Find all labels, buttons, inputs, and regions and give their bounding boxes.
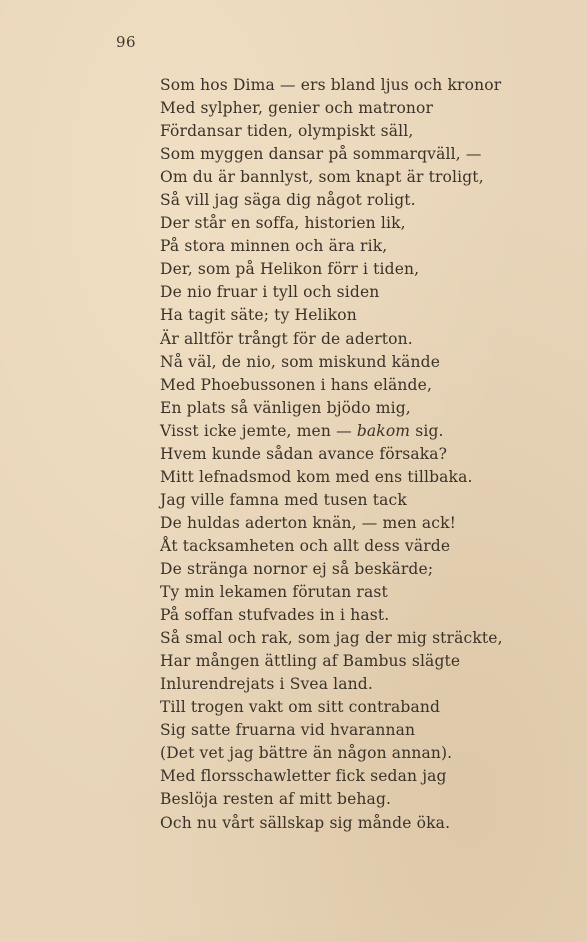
poem-line: De stränga nornor ej så beskärde; xyxy=(160,559,434,578)
poem-line: Så vill jag säga dig något roligt. xyxy=(160,191,416,210)
poem-line: Har mången ättling af Bambus slägte xyxy=(160,652,461,671)
poem-line: Är alltför trångt för de aderton. xyxy=(160,329,413,348)
poem-line: En plats så vänligen bjödo mig, xyxy=(160,398,411,417)
poem-line: Nå väl, de nio, som miskund kände xyxy=(160,352,441,371)
line-suffix: sig. xyxy=(410,421,444,440)
poem-line: Till trogen vakt om sitt contraband xyxy=(160,698,441,717)
poem-line: Jag ville famna med tusen tack xyxy=(160,490,407,509)
poem-line: Ty min lekamen förutan rast xyxy=(160,583,388,602)
poem-line: Inlurendrejats i Svea land. xyxy=(160,675,373,694)
poem-line: Ha tagit säte; ty Helikon xyxy=(160,306,357,325)
poem-line: Och nu vårt sällskap sig månde öka. xyxy=(160,813,451,832)
poem-line: Mitt lefnadsmod kom med ens tillbaka. xyxy=(160,467,473,486)
poem-line: Åt tacksamheten och allt dess värde xyxy=(160,536,451,555)
poem-line: Hvem kunde sådan avance försaka? xyxy=(160,444,448,463)
poem-line-italic xyxy=(160,420,503,443)
poem-line: Fördansar tiden, olympiskt säll, xyxy=(160,122,414,141)
poem-text xyxy=(160,74,503,835)
page-number: 96 xyxy=(116,33,137,51)
poem-line: Beslöja resten af mitt behag. xyxy=(160,790,392,809)
poem-line: På stora minnen och ära rik, xyxy=(160,237,388,256)
poem-line: Der, som på Helikon förr i tiden, xyxy=(160,260,420,279)
poem-line: Sig satte fruarna vid hvarannan xyxy=(160,721,416,740)
poem-line: Som hos Dima — ers bland ljus och kronor xyxy=(160,76,502,94)
poem-line: Der står en soffa, historien lik, xyxy=(160,214,406,233)
poem-line: Så smal och rak, som jag der mig sträckte, xyxy=(160,629,503,648)
poem-line: De huldas aderton knän, — men ack! xyxy=(160,513,457,532)
poem-line: (Det vet jag bättre än någon annan). xyxy=(160,744,453,763)
poem-line: Om du är bannlyst, som knapt är troligt, xyxy=(160,168,484,187)
poem-line: På soffan stufvades in i hast. xyxy=(160,606,390,625)
italic-word: bakom xyxy=(356,421,411,440)
poem-line: Som myggen dansar på sommarqväll, — xyxy=(160,145,482,164)
poem-line: De nio fruar i tyll och siden xyxy=(160,283,380,302)
poem-line: Med florsschawletter fick sedan jag xyxy=(160,767,447,786)
poem-line: Med Phoebussonen i hans elände, xyxy=(160,375,433,394)
poem-line: Med sylpher, genier och matronor xyxy=(160,99,434,118)
line-prefix: Visst icke jemte, men — xyxy=(160,421,357,440)
